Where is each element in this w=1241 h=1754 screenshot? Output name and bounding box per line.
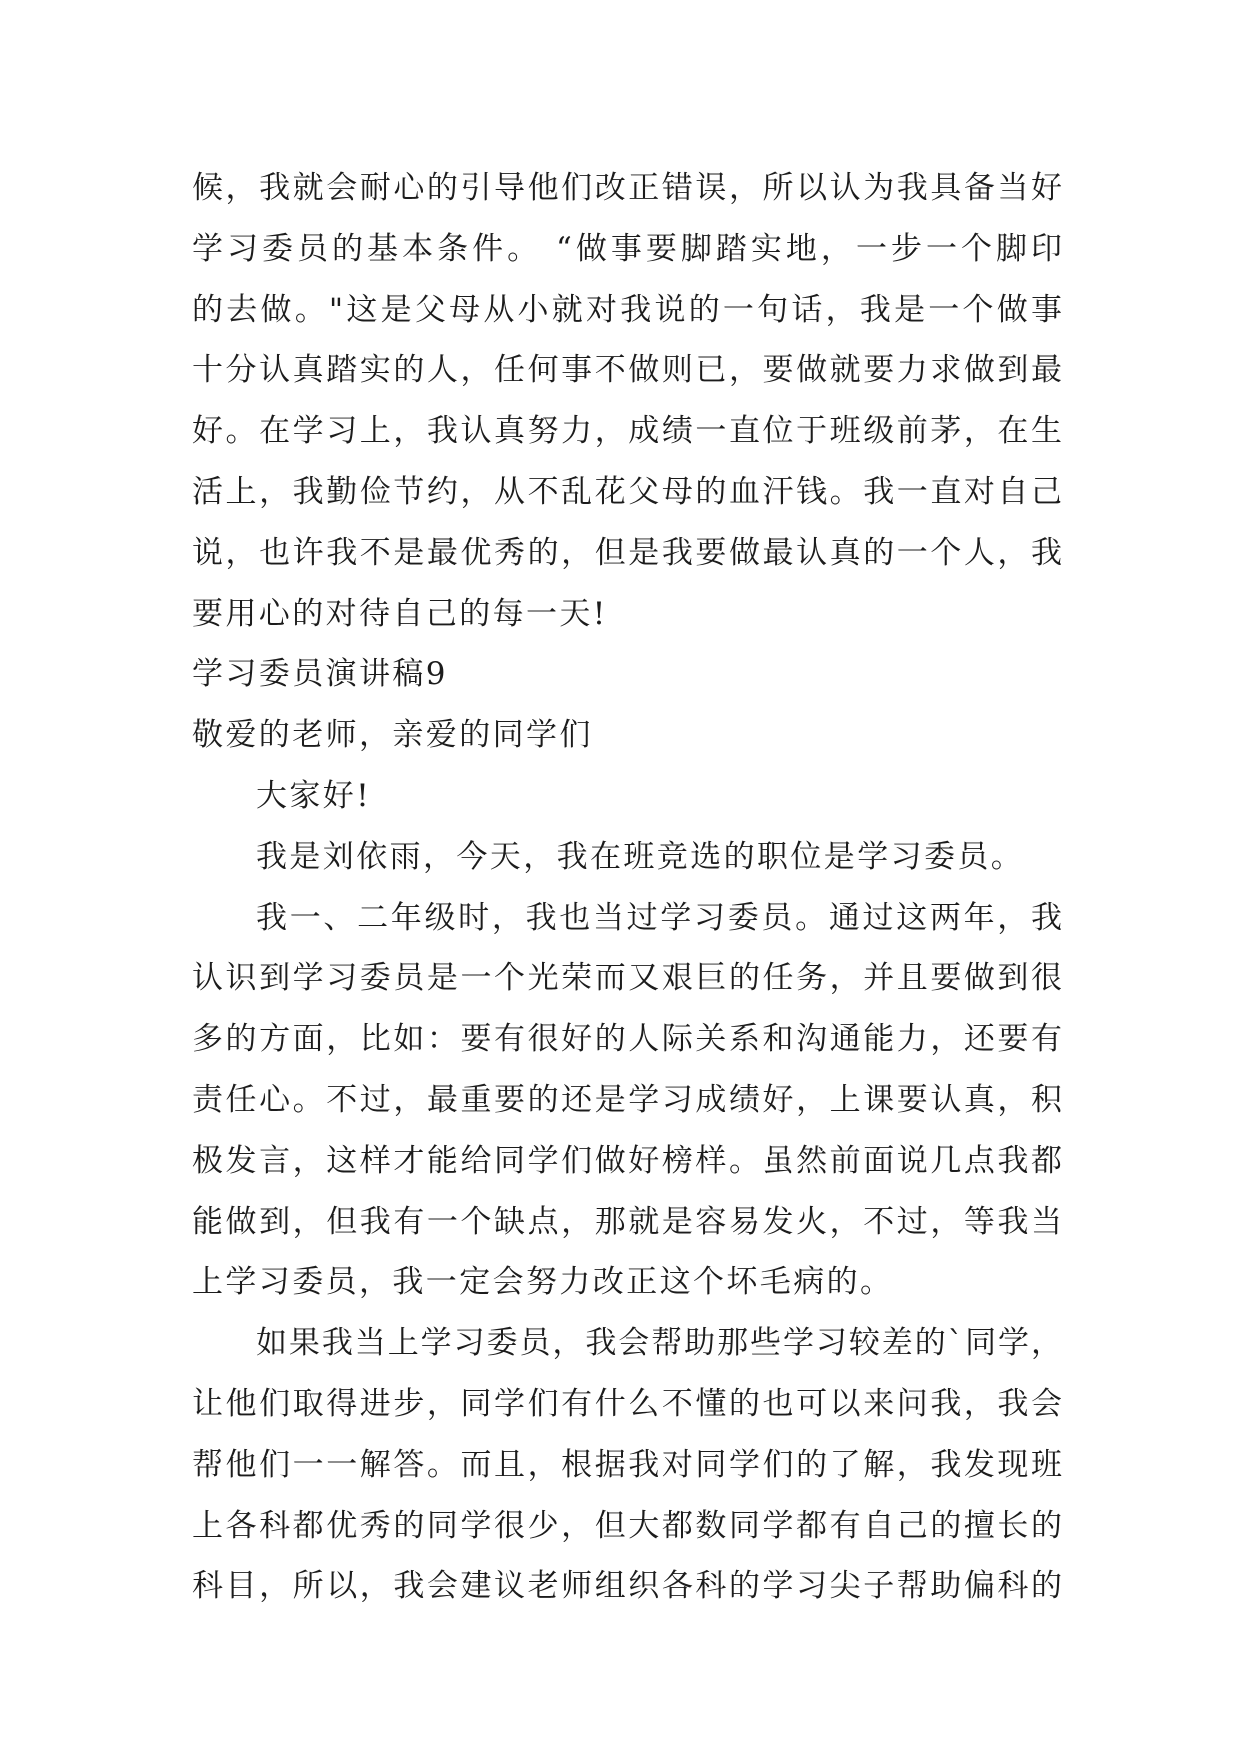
paragraph-line: 让他们取得进步，同学们有什么不懂的也可以来问我，我会 <box>192 1385 1062 1422</box>
section-heading: 学习委员演讲稿9 <box>192 656 448 693</box>
paragraph-line: 说，也许我不是最优秀的，但是我要做最认真的一个人，我 <box>192 534 1062 571</box>
paragraph-line: 的去做。"这是父母从小就对我说的一句话，我是一个做事 <box>192 291 1062 328</box>
paragraph-line: 好。在学习上，我认真努力，成绩一直位于班级前茅，在生 <box>192 413 1062 450</box>
paragraph-line: 上各科都优秀的同学很少，但大都数同学都有自己的擅长的 <box>192 1507 1062 1544</box>
paragraph-line: 要用心的对待自己的每一天! <box>192 595 608 632</box>
paragraph-line: 十分认真踏实的人，任何事不做则已，要做就要力求做到最 <box>192 352 1062 389</box>
paragraph-line: 学习委员的基本条件。 “做事要脚踏实地，一步一个脚印 <box>192 230 1062 267</box>
paragraph-line: 我一、二年级时，我也当过学习委员。通过这两年，我 <box>256 899 1062 936</box>
paragraph-line: 活上，我勤俭节约，从不乱花父母的血汗钱。我一直对自己 <box>192 473 1062 510</box>
paragraph-line: 上学习委员，我一定会努力改正这个坏毛病的。 <box>192 1264 894 1301</box>
paragraph-line: 我是刘依雨，今天，我在班竞选的职位是学习委员。 <box>256 838 1025 875</box>
paragraph-line: 多的方面，比如：要有很好的人际关系和沟通能力，还要有 <box>192 1021 1062 1058</box>
document-body <box>192 158 1062 1617</box>
paragraph-line: 认识到学习委员是一个光荣而又艰巨的任务，并且要做到很 <box>192 960 1062 997</box>
paragraph-line: 候，我就会耐心的引导他们改正错误，所以认为我具备当好 <box>192 170 1062 206</box>
paragraph-line: 责任心。不过，最重要的还是学习成绩好，上课要认真，积 <box>192 1081 1062 1118</box>
paragraph-line: 帮他们一一解答。而且，根据我对同学们的了解，我发现班 <box>192 1446 1062 1483</box>
paragraph-line: 如果我当上学习委员，我会帮助那些学习较差的`同学， <box>256 1325 1062 1362</box>
paragraph-line: 科目，所以，我会建议老师组织各科的学习尖子帮助偏科的 <box>192 1568 1062 1605</box>
paragraph-line: 能做到，但我有一个缺点，那就是容易发火，不过，等我当 <box>192 1203 1062 1240</box>
paragraph-line: 极发言，这样才能给同学们做好榜样。虽然前面说几点我都 <box>192 1142 1062 1179</box>
salutation: 敬爱的老师，亲爱的同学们 <box>192 717 593 754</box>
greeting: 大家好! <box>256 777 372 814</box>
